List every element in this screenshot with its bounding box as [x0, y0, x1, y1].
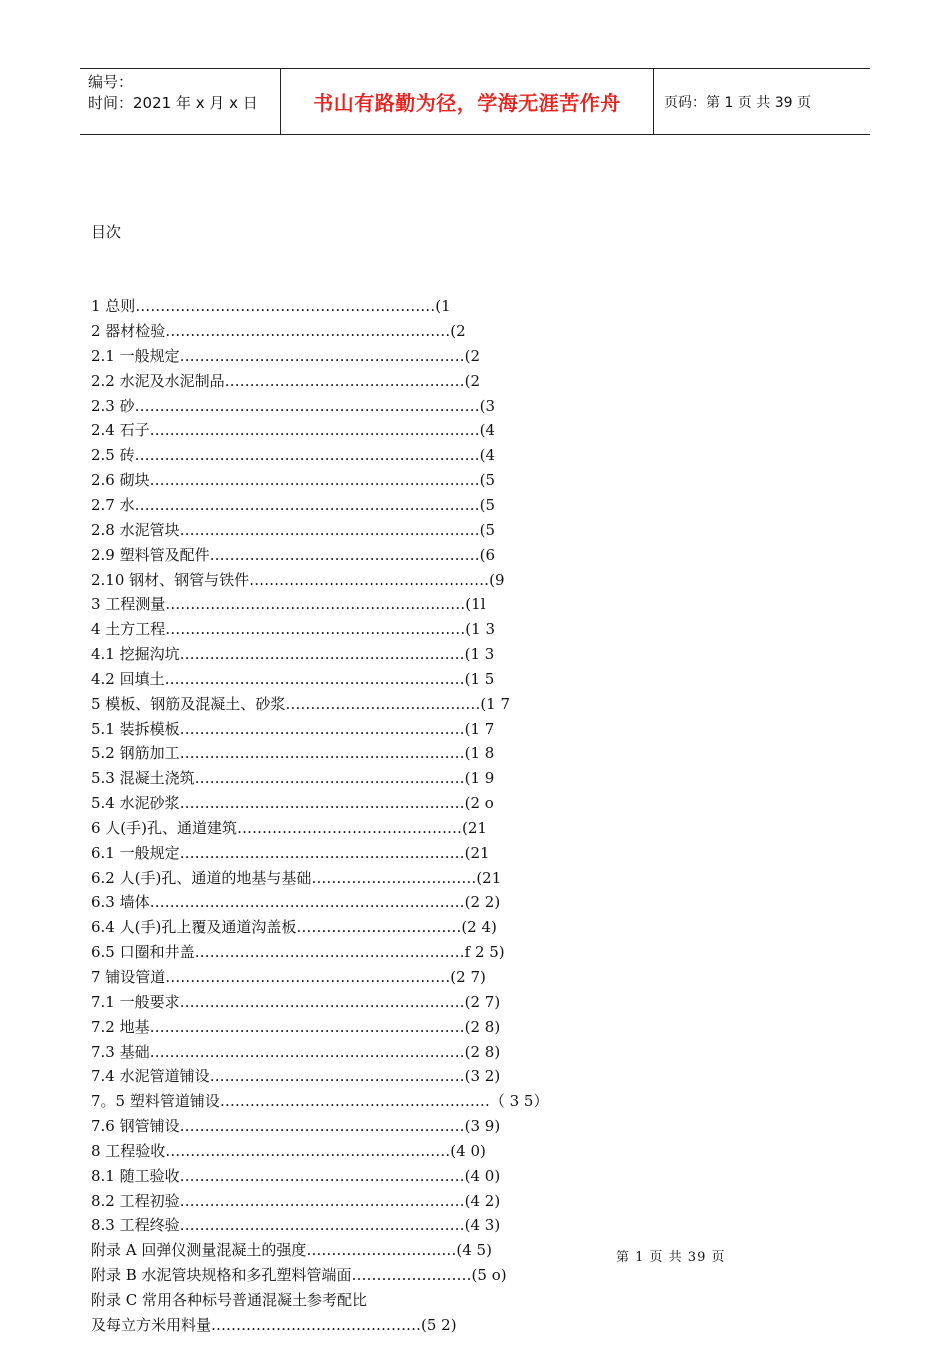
toc-entry: 附录 B 水泥管块规格和多孔塑料管端面……………………(5 o)	[91, 1266, 507, 1285]
toc-entry: 5.1 装拆模板…………………………………………………(1 7	[91, 719, 495, 738]
toc-entry: 6.5 口圈和井盖………………………………………………f 2 5)	[91, 943, 505, 962]
toc-entry: 1 总则……………………………………………………(1	[91, 297, 451, 316]
toc-entry: 5.2 钢筋加工…………………………………………………(1 8	[91, 744, 495, 763]
number-label: 编号：	[88, 73, 134, 91]
toc-entry: 7 铺设管道…………………………………………………(2 7)	[91, 968, 486, 986]
toc-entry: 2 器材检验…………………………………………………(2	[91, 322, 466, 341]
page-header	[80, 68, 870, 135]
header-motto: 书山有路勤为径，学海无涯苦作舟	[281, 69, 654, 134]
toc-entry: 附录 C 常用各种标号普通混凝土参考配比	[91, 1290, 368, 1309]
toc-entry: 2.9 塑料管及配件………………………………………………(6	[91, 545, 496, 564]
toc-entry: 6.1 一般规定…………………………………………………(21	[91, 843, 490, 862]
toc-entry: 2.2 水泥及水泥制品…………………………………………(2	[91, 371, 481, 390]
toc-entry: 7.1 一般要求…………………………………………………(2 7)	[91, 992, 501, 1011]
toc-entry: 8.2 工程初验…………………………………………………(4 2)	[91, 1191, 501, 1210]
toc-entry: 附录 A 回弹仪测量混凝土的强度…………………………(4 5)	[91, 1241, 492, 1260]
toc-entry: 4 土方工程……………………………………………………(1 3	[91, 620, 496, 639]
toc-entries	[91, 294, 548, 1337]
toc-entry: 2.5 砖……………………………………………………………(4	[91, 446, 496, 465]
header-left-cell	[80, 69, 281, 134]
toc-title: 目次	[91, 222, 122, 241]
header-page-info: 页码：第 1 页 共 39 页	[664, 94, 811, 111]
toc-entry: 8 工程验收…………………………………………………(4 0)	[91, 1141, 486, 1160]
toc-entry: 3 工程测量……………………………………………………(1l	[91, 595, 486, 614]
toc-entry: 2.6 砌块…………………………………………………………(5	[91, 471, 496, 490]
toc-entry: 7.3 基础………………………………………………………(2 8)	[91, 1042, 501, 1061]
toc-entry: 2.1 一般规定…………………………………………………(2	[91, 346, 481, 365]
toc-entry: 6.2 人(手)孔、通道的地基与基础……………………………(21	[91, 868, 502, 887]
toc-entry: 7.6 钢管铺设…………………………………………………(3 9)	[91, 1117, 501, 1136]
toc-entry: 7。5 塑料管道铺设………………………………………………（ 3 5）	[91, 1092, 549, 1111]
page-footer: 第 1 页 共 39 页	[616, 1250, 726, 1265]
toc-entry: 2.7 水……………………………………………………………(5	[91, 495, 496, 514]
toc-entry: 4.1 挖掘沟坑…………………………………………………(1 3	[91, 645, 495, 664]
toc-entry: 6.3 墙体………………………………………………………(2 2)	[91, 893, 501, 912]
toc-entry: 8.3 工程终验…………………………………………………(4 3)	[91, 1216, 501, 1235]
toc-entry: 7.4 水泥管道铺设……………………………………………(3 2)	[91, 1067, 501, 1086]
toc-entry: 2.10 钢材、钢管与铁件…………………………………………(9	[91, 570, 505, 589]
toc-entry: 2.4 石子…………………………………………………………(4	[91, 421, 496, 440]
toc-entry: 4.2 回填土……………………………………………………(1 5	[91, 669, 495, 688]
table-of-contents	[91, 170, 548, 1363]
toc-entry: 5.4 水泥砂浆…………………………………………………(2 o	[91, 794, 494, 813]
toc-entry: 2.8 水泥管块……………………………………………………(5	[91, 520, 496, 539]
toc-entry: 7.2 地基………………………………………………………(2 8)	[91, 1017, 501, 1036]
toc-entry: 2.3 砂……………………………………………………………(3	[91, 396, 496, 415]
time-label: 时间：2021 年 x 月 x 日	[88, 94, 258, 112]
toc-entry: 6.4 人(手)孔上覆及通道沟盖板……………………………(2 4)	[91, 918, 497, 937]
toc-entry: 6 人(手)孔、通道建筑………………………………………(21	[91, 818, 487, 837]
toc-entry: 8.1 随工验收…………………………………………………(4 0)	[91, 1166, 501, 1185]
toc-entry: 及每立方米用料量……………………………………(5 2)	[91, 1315, 457, 1334]
toc-entry: 5.3 混凝土浇筑………………………………………………(1 9	[91, 769, 495, 788]
toc-entry: 5 模板、钢筋及混凝土、砂浆…………………………………(1 7	[91, 694, 511, 713]
